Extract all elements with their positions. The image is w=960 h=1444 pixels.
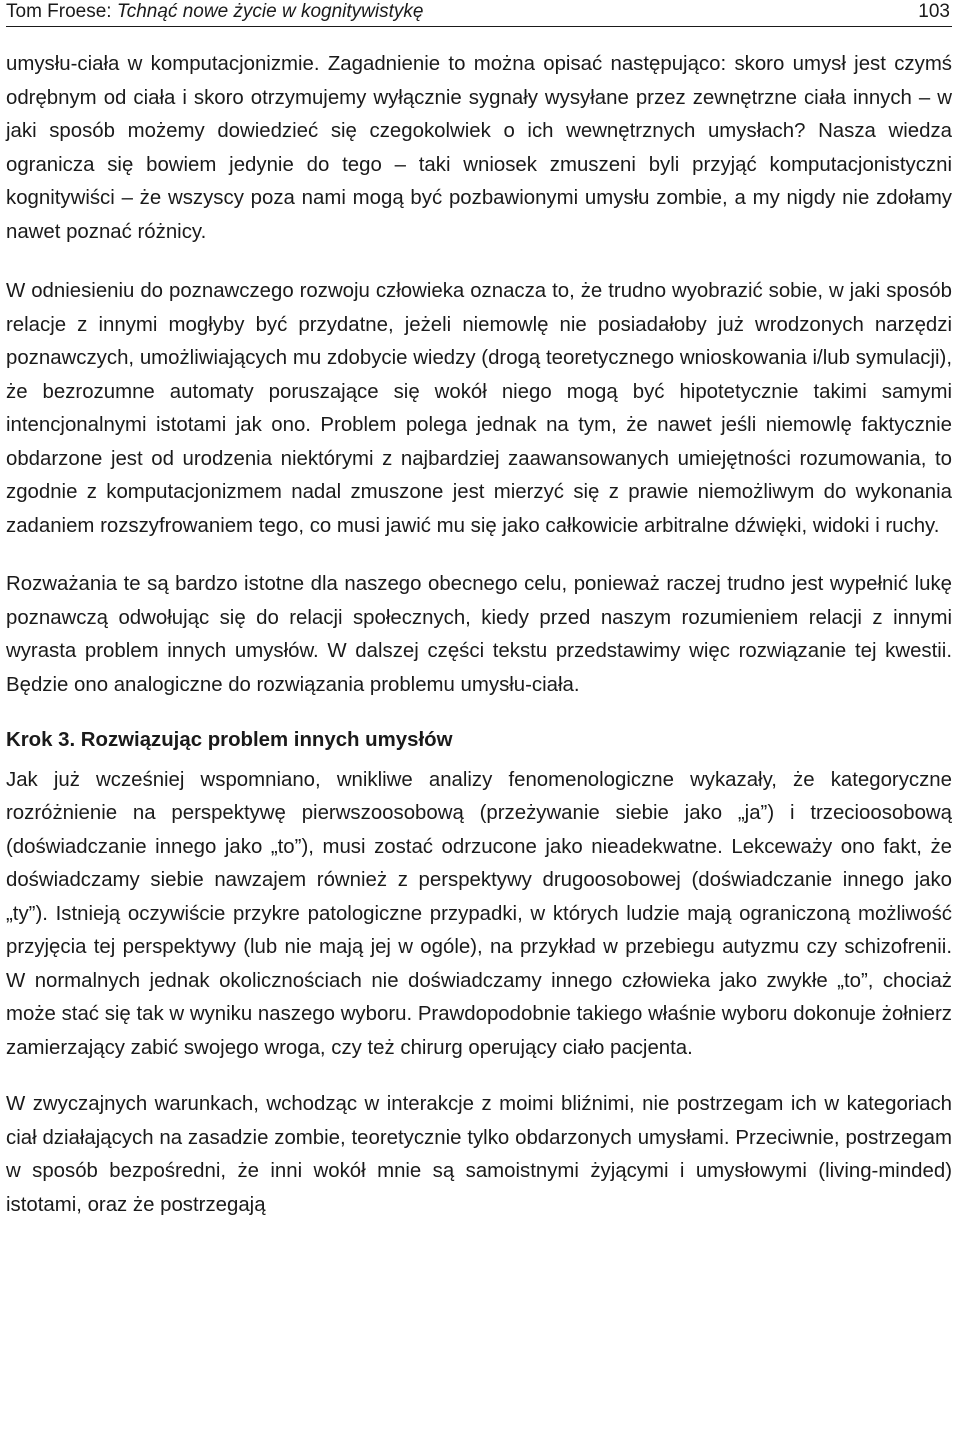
page-number: 103 [918, 1, 950, 22]
header-author: Tom Froese: [6, 1, 117, 22]
section-paragraph-1: Jak już wcześniej wspomniano, wnikliwe analizy fenomenologiczne wykazały, że kategoryczne rozróżnienie na perspektywę pierwszoosobową (przeżywanie siebie jako „ja”) i trzecioosobową (doświadczanie innego jako „to”), musi zostać odrzucone jako nieadekwatne. Lekceważy ono fakt, że doświadczamy siebie nawzajem również z perspektywy drugoosobowej (doświadczanie innego jako „ty”). Istnieją oczywiście przykre patologiczne przypadki, w których ludzie mają ograniczoną możliwość przyjęcia tej perspektywy (lub nie mają jej w ogóle), na przykład w przebiegu autyzmu czy schizofrenii. W normalnych jednak okolicznościach nie doświadczamy innego człowieka jako zwykłe „to”, chociaż może stać się tak w wyniku naszego wyboru. Prawdopodobnie takiego właśnie wyboru dokonuje żołnierz zamierzający zabić swojego wroga, czy też chirurg operujący ciało pacjenta. [6, 768, 952, 1059]
paragraph-1: umysłu-ciała w komputacjonizmie. Zagadnienie to można opisać następująco: skoro umysł jest czymś odrębnym od ciała i skoro otrzymujemy wyłącznie sygnały wysyłane przez zewnętrzne ciała innych – w jaki sposób możemy dowiedzieć się czegokolwiek o ich wewnętrznych umysłach? Nasza wiedza ogranicza się bowiem jedynie do tego – taki wniosek zmuszeni byli przyjąć komputacjonistyczni kognitywiści – że wszyscy poza nami mogą być pozbawionymi umysłu zombie, a my nigdy nie zdołamy nawet poznać różnicy. [6, 53, 952, 243]
section-heading: Krok 3. Rozwiązując problem innych umysłów [6, 729, 453, 751]
page-body [6, 48, 952, 1222]
running-header [6, 0, 952, 27]
header-title: Tchnąć nowe życie w kognitywistykę [116, 1, 424, 22]
paragraph-3: Rozważania te są bardzo istotne dla naszego obecnego celu, ponieważ raczej trudno jest wypełnić lukę poznawczą odwołując się do relacji społecznych, kiedy przed naszym rozumieniem relacji z innymi wyrasta problem innych umysłów. W dalszej części tekstu przedstawimy więc rozwiązanie tej kwestii. Będzie ono analogiczne do rozwiązania problemu umysłu-ciała. [6, 573, 952, 696]
section-paragraph-2: W zwyczajnych warunkach, wchodząc w interakcje z moimi bliźnimi, nie postrzegam ich w kategoriach ciał działających na zasadzie zombie, teoretycznie tylko obdarzonych umysłami. Przeciwnie, postrzegam w sposób bezpośredni, że inni wokół mnie są samoistnymi żyjącymi i umysłowymi (living-minded) istotami, oraz że postrzegają [6, 1093, 952, 1216]
paragraph-2: W odniesieniu do poznawczego rozwoju człowieka oznacza to, że trudno wyobrazić sobie, w jaki sposób relacje z innymi mogłyby być przydatne, jeżeli niemowlę nie posiadałoby już wrodzonych narzędzi poznawczych, umożliwiających mu zdobycie wiedzy (drogą teoretycznego wnioskowania i/lub symulacji), że bezrozumne automaty poruszające się wokół niego mogą być hipotetycznie takimi samymi intencjonalnymi istotami jak ono. Problem polega jednak na tym, że nawet jeśli niemowlę faktycznie obdarzone jest od urodzenia niektórymi z najbardziej zaawansowanych umiejętności rozumowania, to zgodnie z komputacjonizmem nadal zmuszone jest mierzyć się z prawie niemożliwym do wykonania zadaniem rozszyfrowaniem tego, co musi jawić mu się jako całkowicie arbitralne dźwięki, widoki i ruchy. [6, 280, 952, 537]
